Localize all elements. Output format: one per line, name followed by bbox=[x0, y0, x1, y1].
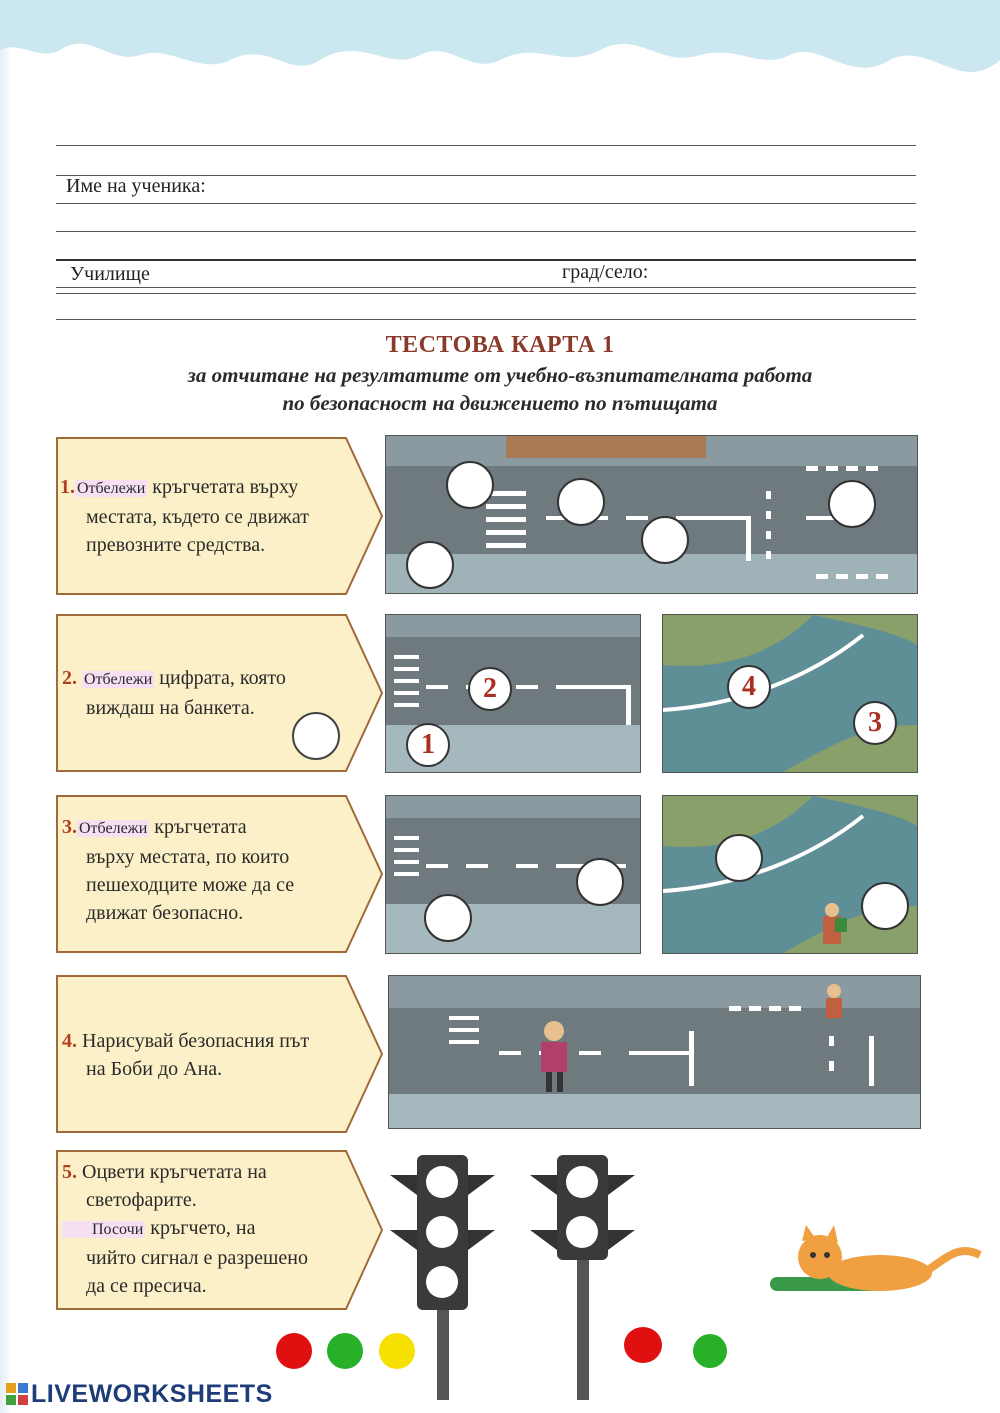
light-1-middle[interactable] bbox=[426, 1216, 458, 1248]
task-5-number: 5. bbox=[62, 1161, 77, 1183]
task-5-line-4: чийто сигнал е разрешено bbox=[86, 1247, 308, 1269]
task-5-line-5: да се пресича. bbox=[86, 1275, 207, 1297]
green-color-dot-2[interactable] bbox=[693, 1334, 727, 1368]
task-5-line-3: кръгчето, на bbox=[150, 1217, 256, 1239]
yellow-color-dot[interactable] bbox=[379, 1333, 415, 1369]
pedestrian-spot-circle-1[interactable] bbox=[576, 858, 624, 906]
page-edge-shade bbox=[0, 0, 12, 1413]
task-3-highlight: Отбележи bbox=[79, 820, 148, 837]
light-2-bottom[interactable] bbox=[566, 1216, 598, 1248]
school-label: Училище bbox=[70, 263, 150, 285]
number-1-badge: 1 bbox=[406, 723, 450, 767]
vehicle-spot-circle-2[interactable] bbox=[557, 478, 605, 526]
vehicle-spot-circle-3[interactable] bbox=[641, 516, 689, 564]
red-color-dot-2[interactable] bbox=[624, 1327, 662, 1363]
task-5-line-2: светофарите. bbox=[86, 1189, 197, 1211]
light-1-top[interactable] bbox=[426, 1166, 458, 1198]
road-picture-3b bbox=[662, 795, 918, 954]
green-color-dot-1[interactable] bbox=[327, 1333, 363, 1369]
vehicle-spot-circle-1[interactable] bbox=[446, 461, 494, 509]
task-1-card bbox=[56, 437, 384, 595]
task-2-answer-circle[interactable] bbox=[292, 712, 340, 760]
street-picture-4[interactable] bbox=[388, 975, 921, 1129]
vehicle-spot-circle-5[interactable] bbox=[406, 541, 454, 589]
number-2-badge: 2 bbox=[468, 667, 512, 711]
task-3-number: 3. bbox=[62, 816, 77, 838]
task-3-card bbox=[56, 795, 384, 953]
task-5-card bbox=[56, 1150, 384, 1310]
pedestrian-spot-circle-3[interactable] bbox=[715, 834, 763, 882]
task-1-number: 1. bbox=[60, 476, 75, 498]
cat-illustration bbox=[760, 1215, 990, 1315]
task-1-line-3: превозните средства. bbox=[86, 534, 266, 556]
task-4-number: 4. bbox=[62, 1030, 77, 1052]
task-3-line-4: движат безопасно. bbox=[86, 902, 244, 924]
task-3-line-3: пешеходците може да се bbox=[86, 874, 295, 896]
task-2-line-1: цифрата, която bbox=[159, 667, 286, 689]
task-1-highlight: Отбележи bbox=[77, 480, 146, 497]
task-5-highlight: Посочи bbox=[62, 1221, 145, 1238]
task-5-line-1: Оцвети кръгчетата на bbox=[82, 1161, 267, 1183]
test-card-title: ТЕСТОВА КАРТА 1 bbox=[385, 332, 615, 358]
vehicle-spot-circle-4[interactable] bbox=[828, 480, 876, 528]
light-1-bottom[interactable] bbox=[426, 1266, 458, 1298]
traffic-lights-illustration bbox=[385, 1150, 655, 1400]
pedestrian-spot-circle-4[interactable] bbox=[861, 882, 909, 930]
light-2-top[interactable] bbox=[566, 1166, 598, 1198]
task-2-number: 2. bbox=[62, 667, 77, 689]
road-picture-2b bbox=[662, 614, 918, 773]
brand-text: LIVEWORKSHEETS bbox=[31, 1380, 273, 1408]
task-2-line-2: виждаш на банкета. bbox=[86, 697, 255, 719]
street-picture-1 bbox=[385, 435, 918, 594]
subtitle-line-2: по безопасност на движението по пътищата bbox=[282, 391, 718, 415]
task-1-line-1: кръгчетата върху bbox=[152, 476, 299, 498]
subtitle-line-1: за отчитане на резултатите от учебно-възпитателната работа bbox=[187, 363, 813, 387]
road-picture-3a bbox=[385, 795, 641, 954]
pedestrian-spot-circle-2[interactable] bbox=[424, 894, 472, 942]
number-3-badge: 3 bbox=[853, 701, 897, 745]
task-2-highlight: Отбележи bbox=[84, 671, 153, 688]
task-3-line-2: върху местата, по които bbox=[86, 846, 290, 868]
task-4-line-2: на Боби до Ана. bbox=[86, 1058, 223, 1080]
cloud-banner bbox=[0, 0, 1000, 110]
task-4-card bbox=[56, 975, 384, 1133]
liveworksheets-brand bbox=[6, 1380, 273, 1409]
task-4-line-1: Нарисувай безопасния път bbox=[82, 1030, 310, 1052]
red-color-dot-1[interactable] bbox=[276, 1333, 312, 1369]
liveworksheets-logo-icon bbox=[6, 1383, 28, 1405]
road-picture-2a bbox=[385, 614, 641, 773]
number-4-badge: 4 bbox=[727, 665, 771, 709]
task-1-line-2: местата, където се движат bbox=[86, 506, 309, 528]
town-label: град/село: bbox=[562, 261, 649, 283]
student-name-label: Име на ученика: bbox=[66, 175, 206, 197]
task-2-card bbox=[56, 614, 384, 772]
task-3-line-1: кръгчетата bbox=[154, 816, 247, 838]
